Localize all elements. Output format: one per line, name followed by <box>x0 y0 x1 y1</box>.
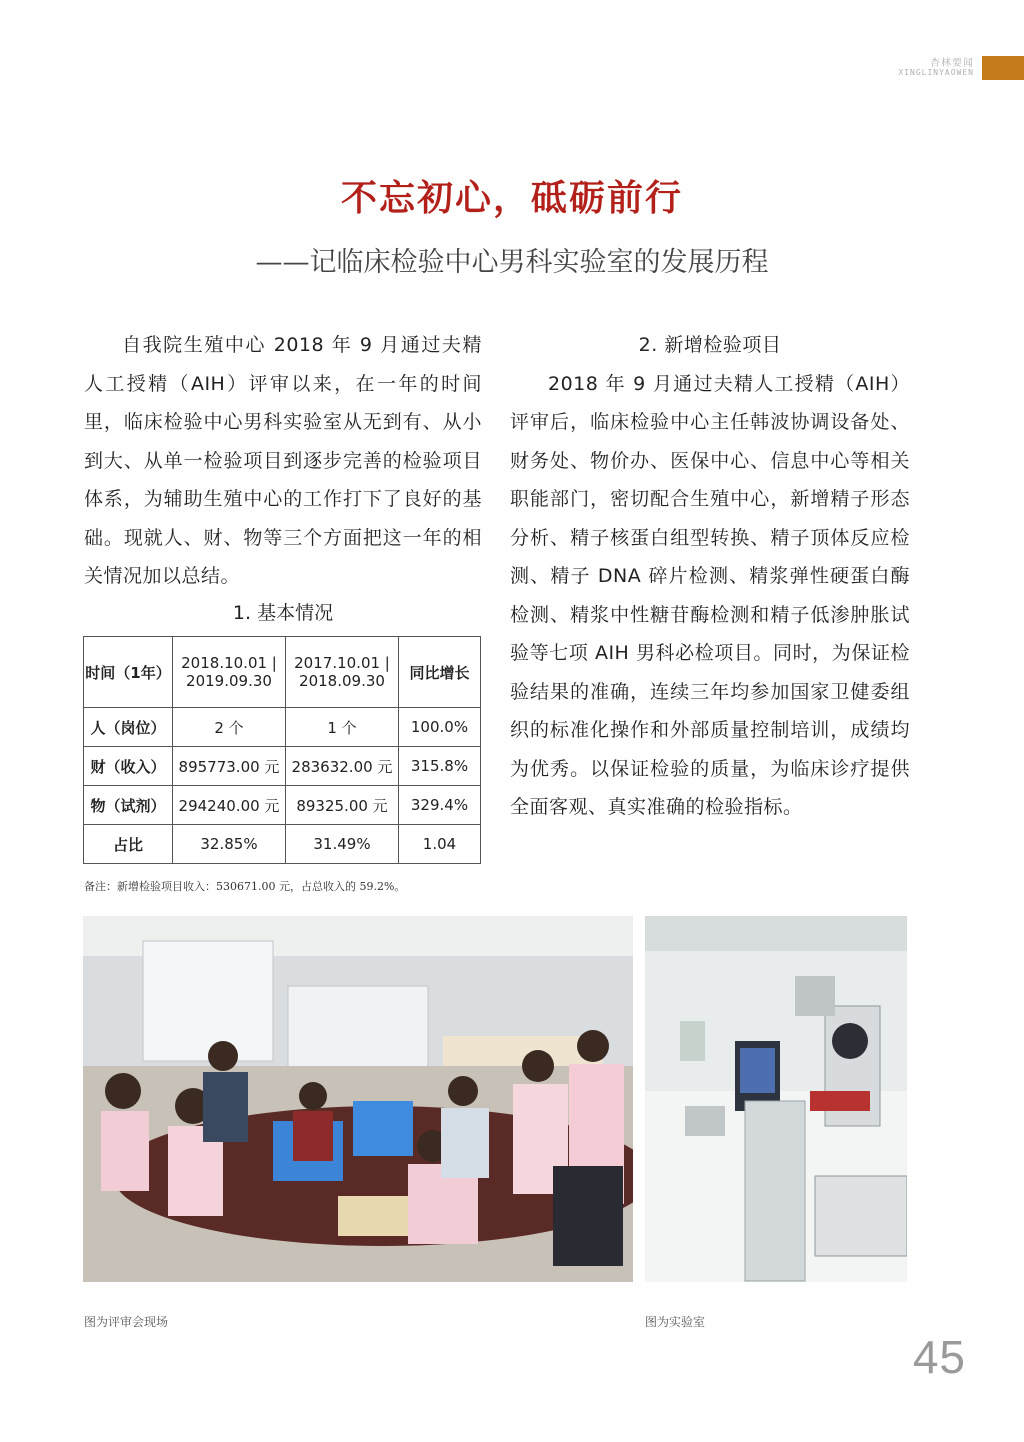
section2-column <box>510 326 910 827</box>
stats-table <box>83 636 481 864</box>
table-cell: 财（收入） <box>84 747 173 786</box>
header-section-en: XINGLINYAOWEN <box>898 68 974 77</box>
table-cell: 人（岗位） <box>84 708 173 747</box>
table-header-cell: 时间（1年） <box>84 637 173 708</box>
table-cell: 895773.00 元 <box>173 747 286 786</box>
table-row <box>84 747 481 786</box>
table-row <box>84 708 481 747</box>
photo1-caption: 图为评审会现场 <box>84 1315 169 1329</box>
table-cell: 294240.00 元 <box>173 786 286 825</box>
table-cell: 2 个 <box>173 708 286 747</box>
table-header-cell: 2017.10.01 | 2018.09.30 <box>286 637 399 708</box>
section2-heading: 2. 新增检验项目 <box>638 334 782 356</box>
page-number: 45 <box>912 1331 966 1383</box>
article-subtitle: ——记临床检验中心男科实验室的发展历程 <box>255 247 769 278</box>
header-section-cn: 杏林要闻 <box>930 58 974 69</box>
table-cell: 32.85% <box>173 825 286 864</box>
table-cell: 1.04 <box>399 825 481 864</box>
intro-column <box>84 326 482 596</box>
table-note: 备注：新增检验项目收入：530671.00 元，占总收入的 59.2%。 <box>84 880 406 893</box>
header-accent-bar <box>982 56 1024 80</box>
table-cell: 物（试剂） <box>84 786 173 825</box>
table-header-cell: 2018.10.01 | 2019.09.30 <box>173 637 286 708</box>
table-cell: 283632.00 元 <box>286 747 399 786</box>
table-cell: 329.4% <box>399 786 481 825</box>
article-title: 不忘初心，砥砺前行 <box>340 177 683 219</box>
review-meeting-photo <box>83 916 633 1282</box>
section1-heading: 1. 基本情况 <box>232 602 334 624</box>
table-row <box>84 786 481 825</box>
table-cell: 1 个 <box>286 708 399 747</box>
table-row <box>84 825 481 864</box>
table-cell: 占比 <box>84 825 173 864</box>
table-cell: 31.49% <box>286 825 399 864</box>
section2-paragraph: 2018 年 9 月通过夫精人工授精（AIH）评审后，临床检验中心主任韩波协调设备处、财务处、物价办、医保中心、信息中心等相关职能部门，密切配合生殖中心，新增精子形态分析、精子核蛋白组型转换、精子顶体反应检测、精子 DNA 碎片检测、精浆弹性硬蛋白酶检测、精浆中性糖苷酶检测和精子低渗肿胀试验等七项 AIH 男科必检项目。同时，为保证检验结果的准确，连续三年均参加国家卫健委组织的标准化操作和外部质量控制培训，成绩均为优秀。以保证检验的质量，为临床诊疗提供全面客观、真实准确的检验指标。 <box>510 372 910 818</box>
laboratory-photo <box>645 916 907 1282</box>
table-header-row <box>84 637 481 708</box>
intro-paragraph: 自我院生殖中心 2018 年 9 月通过夫精人工授精（AIH）评审以来，在一年的时间里，临床检验中心男科实验室从无到有、从小到大、从单一检验项目到逐步完善的检验项目体系，为辅助生殖中心的工作打下了良好的基础。现就人、财、物等三个方面把这一年的相关情况加以总结。 <box>84 334 482 587</box>
photo2-caption: 图为实验室 <box>645 1315 706 1329</box>
table-cell: 89325.00 元 <box>286 786 399 825</box>
table-cell: 100.0% <box>399 708 481 747</box>
table-cell: 315.8% <box>399 747 481 786</box>
table-header-cell: 同比增长 <box>399 637 481 708</box>
